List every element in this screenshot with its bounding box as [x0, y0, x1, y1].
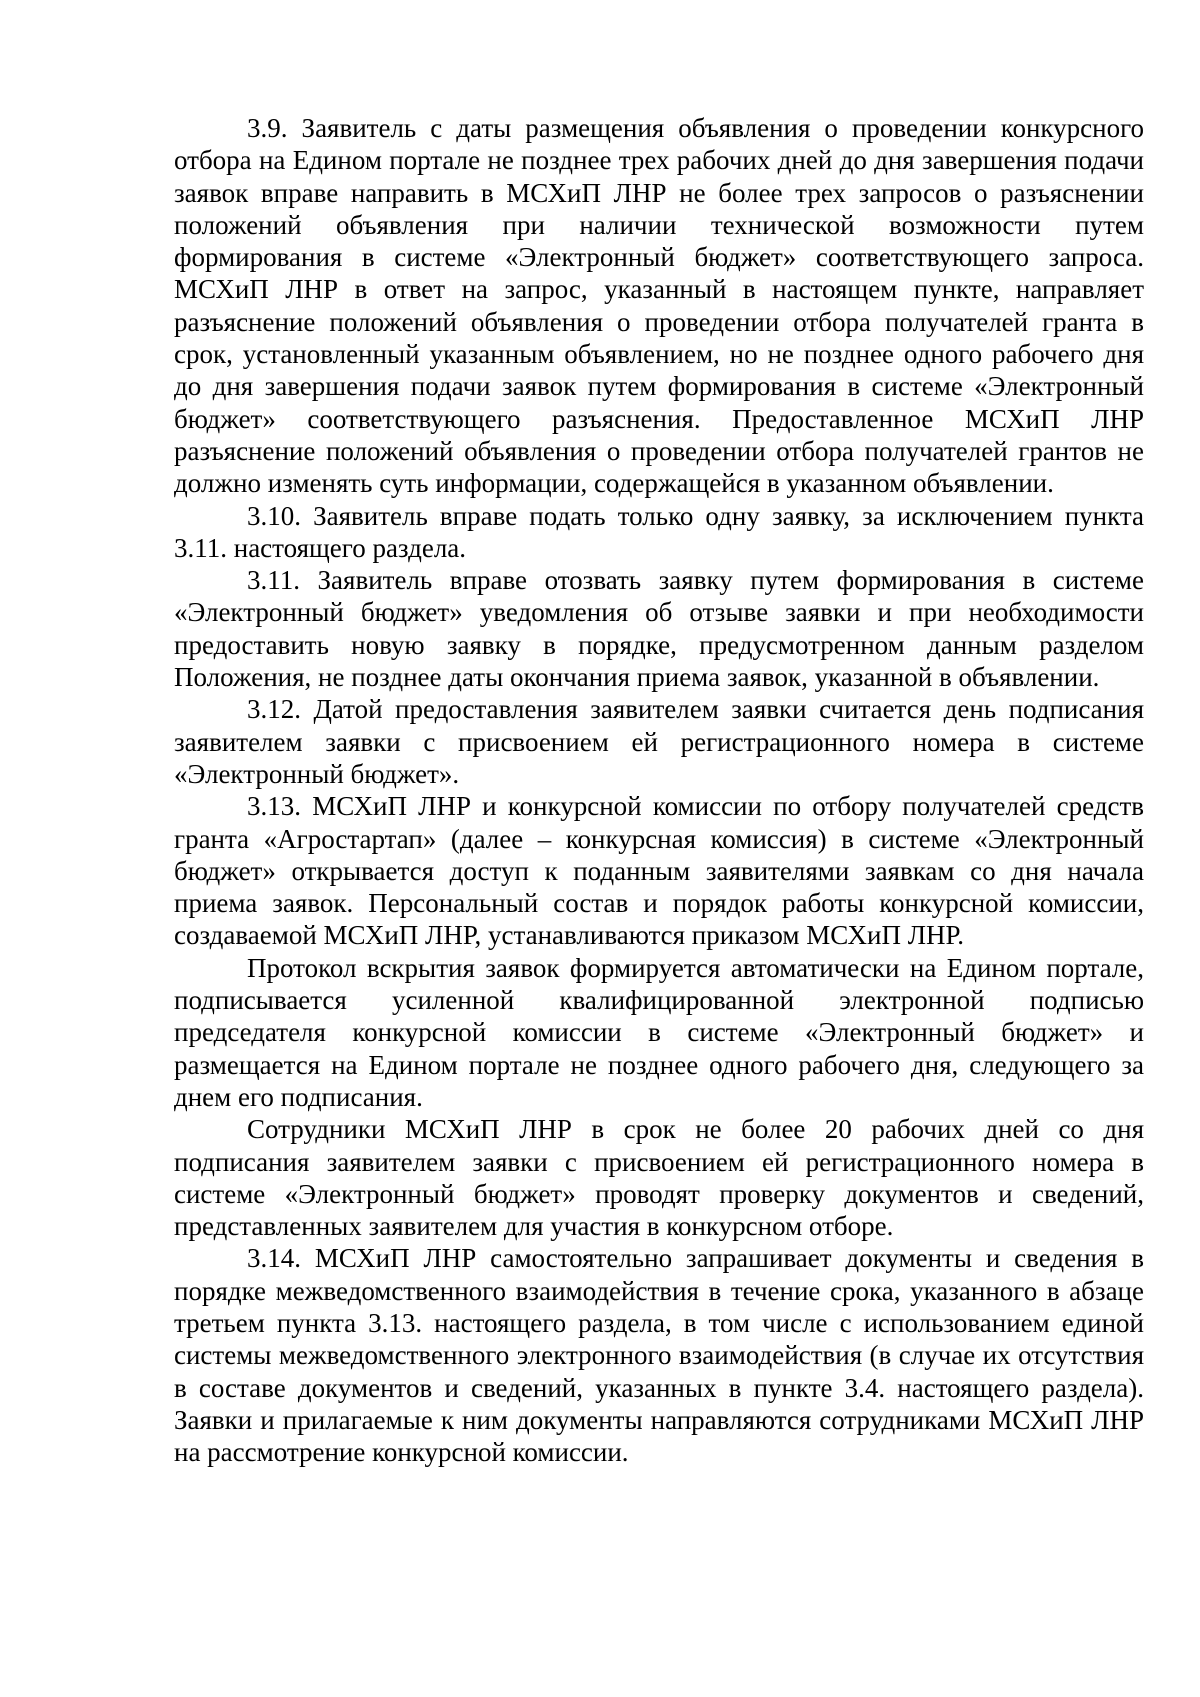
paragraph-3-11: 3.11. Заявитель вправе отозвать заявку путем формирования в системе «Электронный бюджет» уведомления об отзыве заявки и при необходимости предоставить новую заявку в порядке, предусмотренном данным разделом Положения, не позднее даты окончания приема заявок, указанной в объявлении.: [174, 565, 1144, 693]
paragraph-3-12: 3.12. Датой предоставления заявителем заявки считается день подписания заявителем заявки с присвоением ей регистрационного номера в системе «Электронный бюджет».: [174, 694, 1144, 789]
paragraph-protocol: Протокол вскрытия заявок формируется автоматически на Едином портале, подписывается усиленной квалифицированной электронной подписью председателя конкурсной комиссии в системе «Электронный бюджет» и размещается на Едином портале не позднее одного рабочего дня, следующего за днем его подписания.: [174, 952, 1144, 1112]
paragraph-staff-check: Сотрудники МСХиП ЛНР в срок не более 20 рабочих дней со дня подписания заявителем заявки с присвоением ей регистрационного номера в системе «Электронный бюджет» проводят проверку документов и сведений, представленных заявителем для участия в конкурсном отборе.: [174, 1114, 1144, 1242]
paragraph-3-14: 3.14. МСХиП ЛНР самостоятельно запрашивает документы и сведения в порядке межведомственного взаимодействия в течение срока, указанного в абзаце третьем пункта 3.13. настоящего раздела, в том числе с использованием единой системы межведомственного электронного взаимодействия (в случае их отсутствия в составе документов и сведений, указанных в пункте 3.4. настоящего раздела). Заявки и прилагаемые к ним документы направляются сотрудниками МСХиП ЛНР на рассмотрение конкурсной комиссии.: [174, 1243, 1144, 1468]
paragraph-3-13: 3.13. МСХиП ЛНР и конкурсной комиссии по отбору получателей средств гранта «Агростартап» (далее – конкурсная комиссия) в системе «Электронный бюджет» открывается доступ к поданным заявителями заявкам со дня начала приема заявок. Персональный состав и порядок работы конкурсной комиссии, создаваемой МСХиП ЛНР, устанавливаются приказом МСХиП ЛНР.: [174, 791, 1144, 951]
document-body: [174, 112, 1144, 1468]
paragraph-3-10: 3.10. Заявитель вправе подать только одну заявку, за исключением пункта 3.11. настоящего раздела.: [174, 500, 1144, 563]
paragraph-3-9: 3.9. Заявитель с даты размещения объявления о проведении конкурсного отбора на Едином портале не позднее трех рабочих дней до дня завершения подачи заявок вправе направить в МСХиП ЛНР не более трех запросов о разъяснении положений объявления при наличии технической возможности путем формирования в системе «Электронный бюджет» соответствующего запроса. МСХиП ЛНР в ответ на запрос, указанный в настоящем пункте, направляет разъяснение положений объявления о проведении отбора получателей гранта в срок, установленный указанным объявлением, но не позднее одного рабочего дня до дня завершения подачи заявок путем формирования в системе «Электронный бюджет» соответствующего разъяснения. Предоставленное МСХиП ЛНР разъяснение положений объявления о проведении отбора получателей грантов не должно изменять суть информации, содержащейся в указанном объявлении.: [174, 113, 1144, 499]
